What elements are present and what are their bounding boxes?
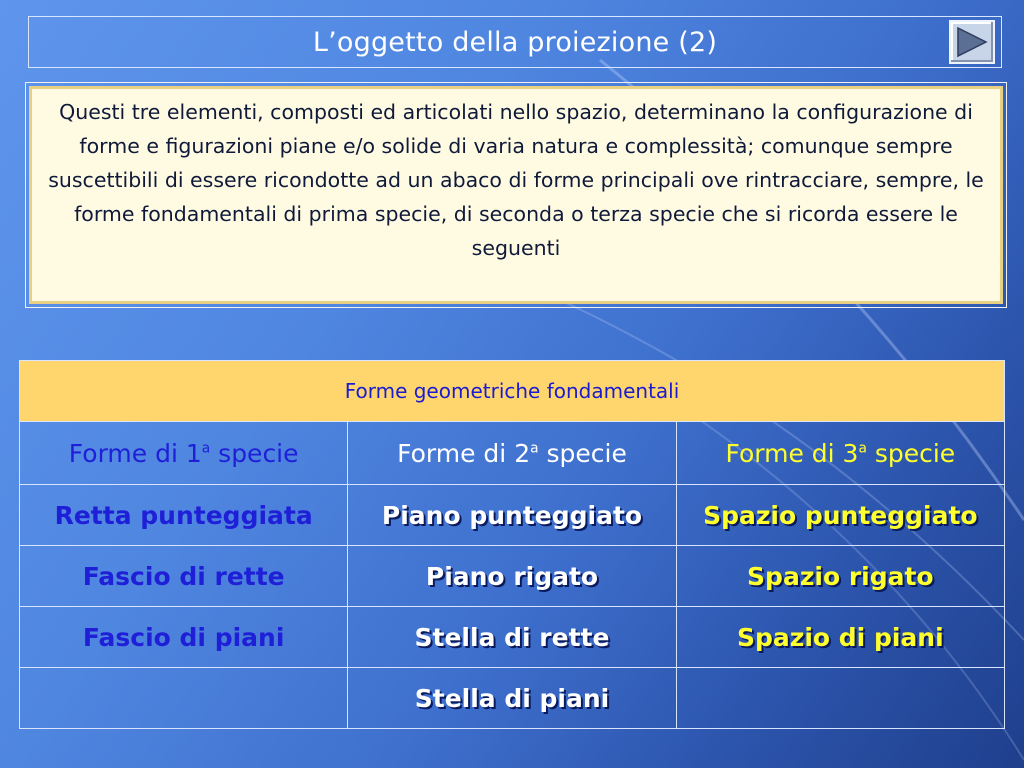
table-row bbox=[20, 546, 1005, 607]
table-row bbox=[20, 668, 1005, 729]
col2-prefix: Forme di 2 bbox=[397, 438, 531, 468]
table-cell: Stella di rette bbox=[348, 607, 676, 668]
intro-text-box bbox=[25, 82, 1007, 308]
table-cell bbox=[676, 668, 1004, 729]
table-cell: Spazio di piani bbox=[676, 607, 1004, 668]
intro-text-inner bbox=[29, 86, 1003, 304]
col1-suffix: specie bbox=[210, 438, 299, 468]
table-cell: Fascio di rette bbox=[20, 546, 348, 607]
species-row bbox=[20, 422, 1005, 485]
table-header: Forme geometriche fondamentali bbox=[20, 361, 1005, 422]
play-triangle-icon bbox=[955, 26, 989, 58]
col1-prefix: Forme di 1 bbox=[68, 438, 202, 468]
column-heading-third-species bbox=[676, 422, 1004, 485]
column-heading-first-species bbox=[20, 422, 348, 485]
slide-title: L’oggetto della proiezione (2) bbox=[312, 26, 718, 58]
col3-prefix: Forme di 3 bbox=[725, 438, 859, 468]
col2-suffix: specie bbox=[538, 438, 627, 468]
table-header-row bbox=[20, 361, 1005, 422]
table-cell: Piano punteggiato bbox=[348, 485, 676, 546]
table-cell: Fascio di piani bbox=[20, 607, 348, 668]
col2-sup: a bbox=[530, 440, 539, 457]
table-cell: Spazio punteggiato bbox=[676, 485, 1004, 546]
table-cell bbox=[20, 668, 348, 729]
table-cell: Stella di piani bbox=[348, 668, 676, 729]
column-heading-second-species bbox=[348, 422, 676, 485]
col3-suffix: specie bbox=[866, 438, 956, 468]
table-cell: Spazio rigato bbox=[676, 546, 1004, 607]
table-row bbox=[20, 607, 1005, 668]
slide-title-bar bbox=[28, 16, 1002, 68]
table-row bbox=[20, 485, 1005, 546]
col1-sup: a bbox=[201, 440, 211, 457]
forme-table bbox=[19, 360, 1005, 729]
table-cell: Piano rigato bbox=[348, 546, 676, 607]
intro-paragraph: Questi tre elementi, composti ed articolati nello spazio, determinano la configurazione di forme e figurazioni piane e/o solide di varia natura e complessità; comunque sempre suscettibili di essere ricondotte ad un abaco di forme principali ove rintracciare, sempre, le forme fondamentali di prima specie, di seconda o terza specie che si ricorda essere le seguenti bbox=[48, 100, 984, 260]
next-slide-button[interactable] bbox=[949, 20, 995, 64]
table-cell: Retta punteggiata bbox=[20, 485, 348, 546]
col3-sup: a bbox=[858, 440, 867, 457]
